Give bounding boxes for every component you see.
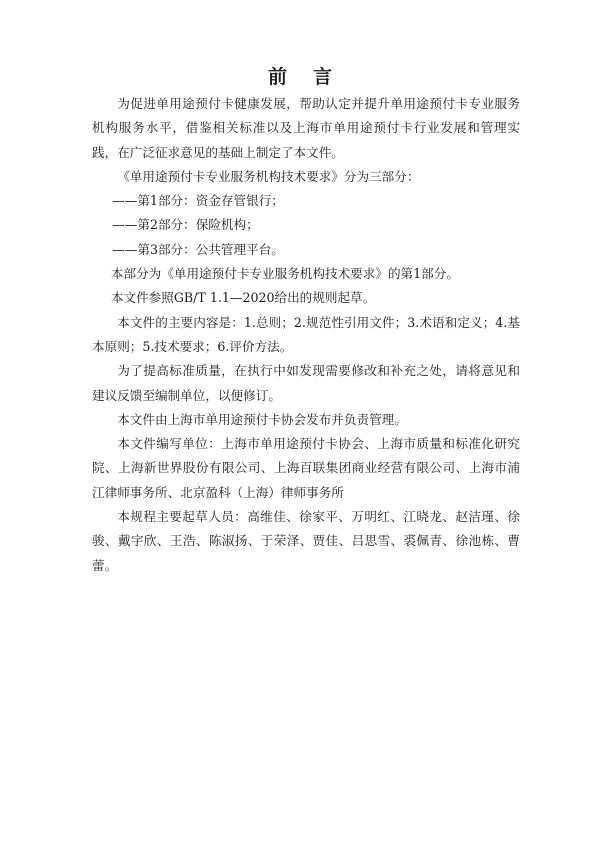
part-item-1: ——第1部分：资金存管银行； <box>112 193 284 209</box>
drafters: 本规程主要起草人员：高维佳、徐家平、万明红、江晓龙、赵洁瑾、徐骏、戴宇欣、王浩、陈淑扬、于荣泽、贾佳、吕思雪、裘佩青、徐池栋、曹蕾。 <box>92 509 520 573</box>
part-item-3: ——第3部分：公共管理平台。 <box>112 241 284 257</box>
part-item-2: ——第2部分：保险机构； <box>112 217 259 233</box>
feedback-paragraph: 为了提高标准质量，在执行中如发现需要修改和补充之处，请将意见和建议反馈至编制单位，以便修订。 <box>92 363 520 403</box>
part-statement: 本部分为《单用途预付卡专业服务机构技术要求》的第1部分。 <box>110 266 459 282</box>
page-title: 前言 <box>267 66 358 88</box>
intro-paragraph: 为促进单用途预付卡健康发展，帮助认定并提升单用途预付卡专业服务机构服务水平，借鉴相关标准以及上海市单用途预付卡行业发展和管理实践，在广泛征求意见的基础上制定了本文件。 <box>92 96 520 160</box>
drafting-units: 本文件编写单位：上海市单用途预付卡协会、上海市质量和标准化研究院、上海新世界股份有限公司、上海百联集团商业经营有限公司、上海市浦江律师事务所、北京盈科（上海）律师事务所 <box>92 436 520 500</box>
parts-intro: 《单用途预付卡专业服务机构技术要求》分为三部分： <box>117 168 420 184</box>
main-content: 本文件的主要内容是：1.总则；2.规范性引用文件；3.术语和定义；4.基本原则；5.技术要求；6.评价方法。 <box>92 314 520 354</box>
document-body <box>92 92 520 578</box>
drafting-rules: 本文件参照GB/T 1.1—2020给出的规则起草。 <box>110 290 376 306</box>
publisher-paragraph: 本文件由上海市单用途预付卡协会发布并负责管理。 <box>117 411 407 427</box>
